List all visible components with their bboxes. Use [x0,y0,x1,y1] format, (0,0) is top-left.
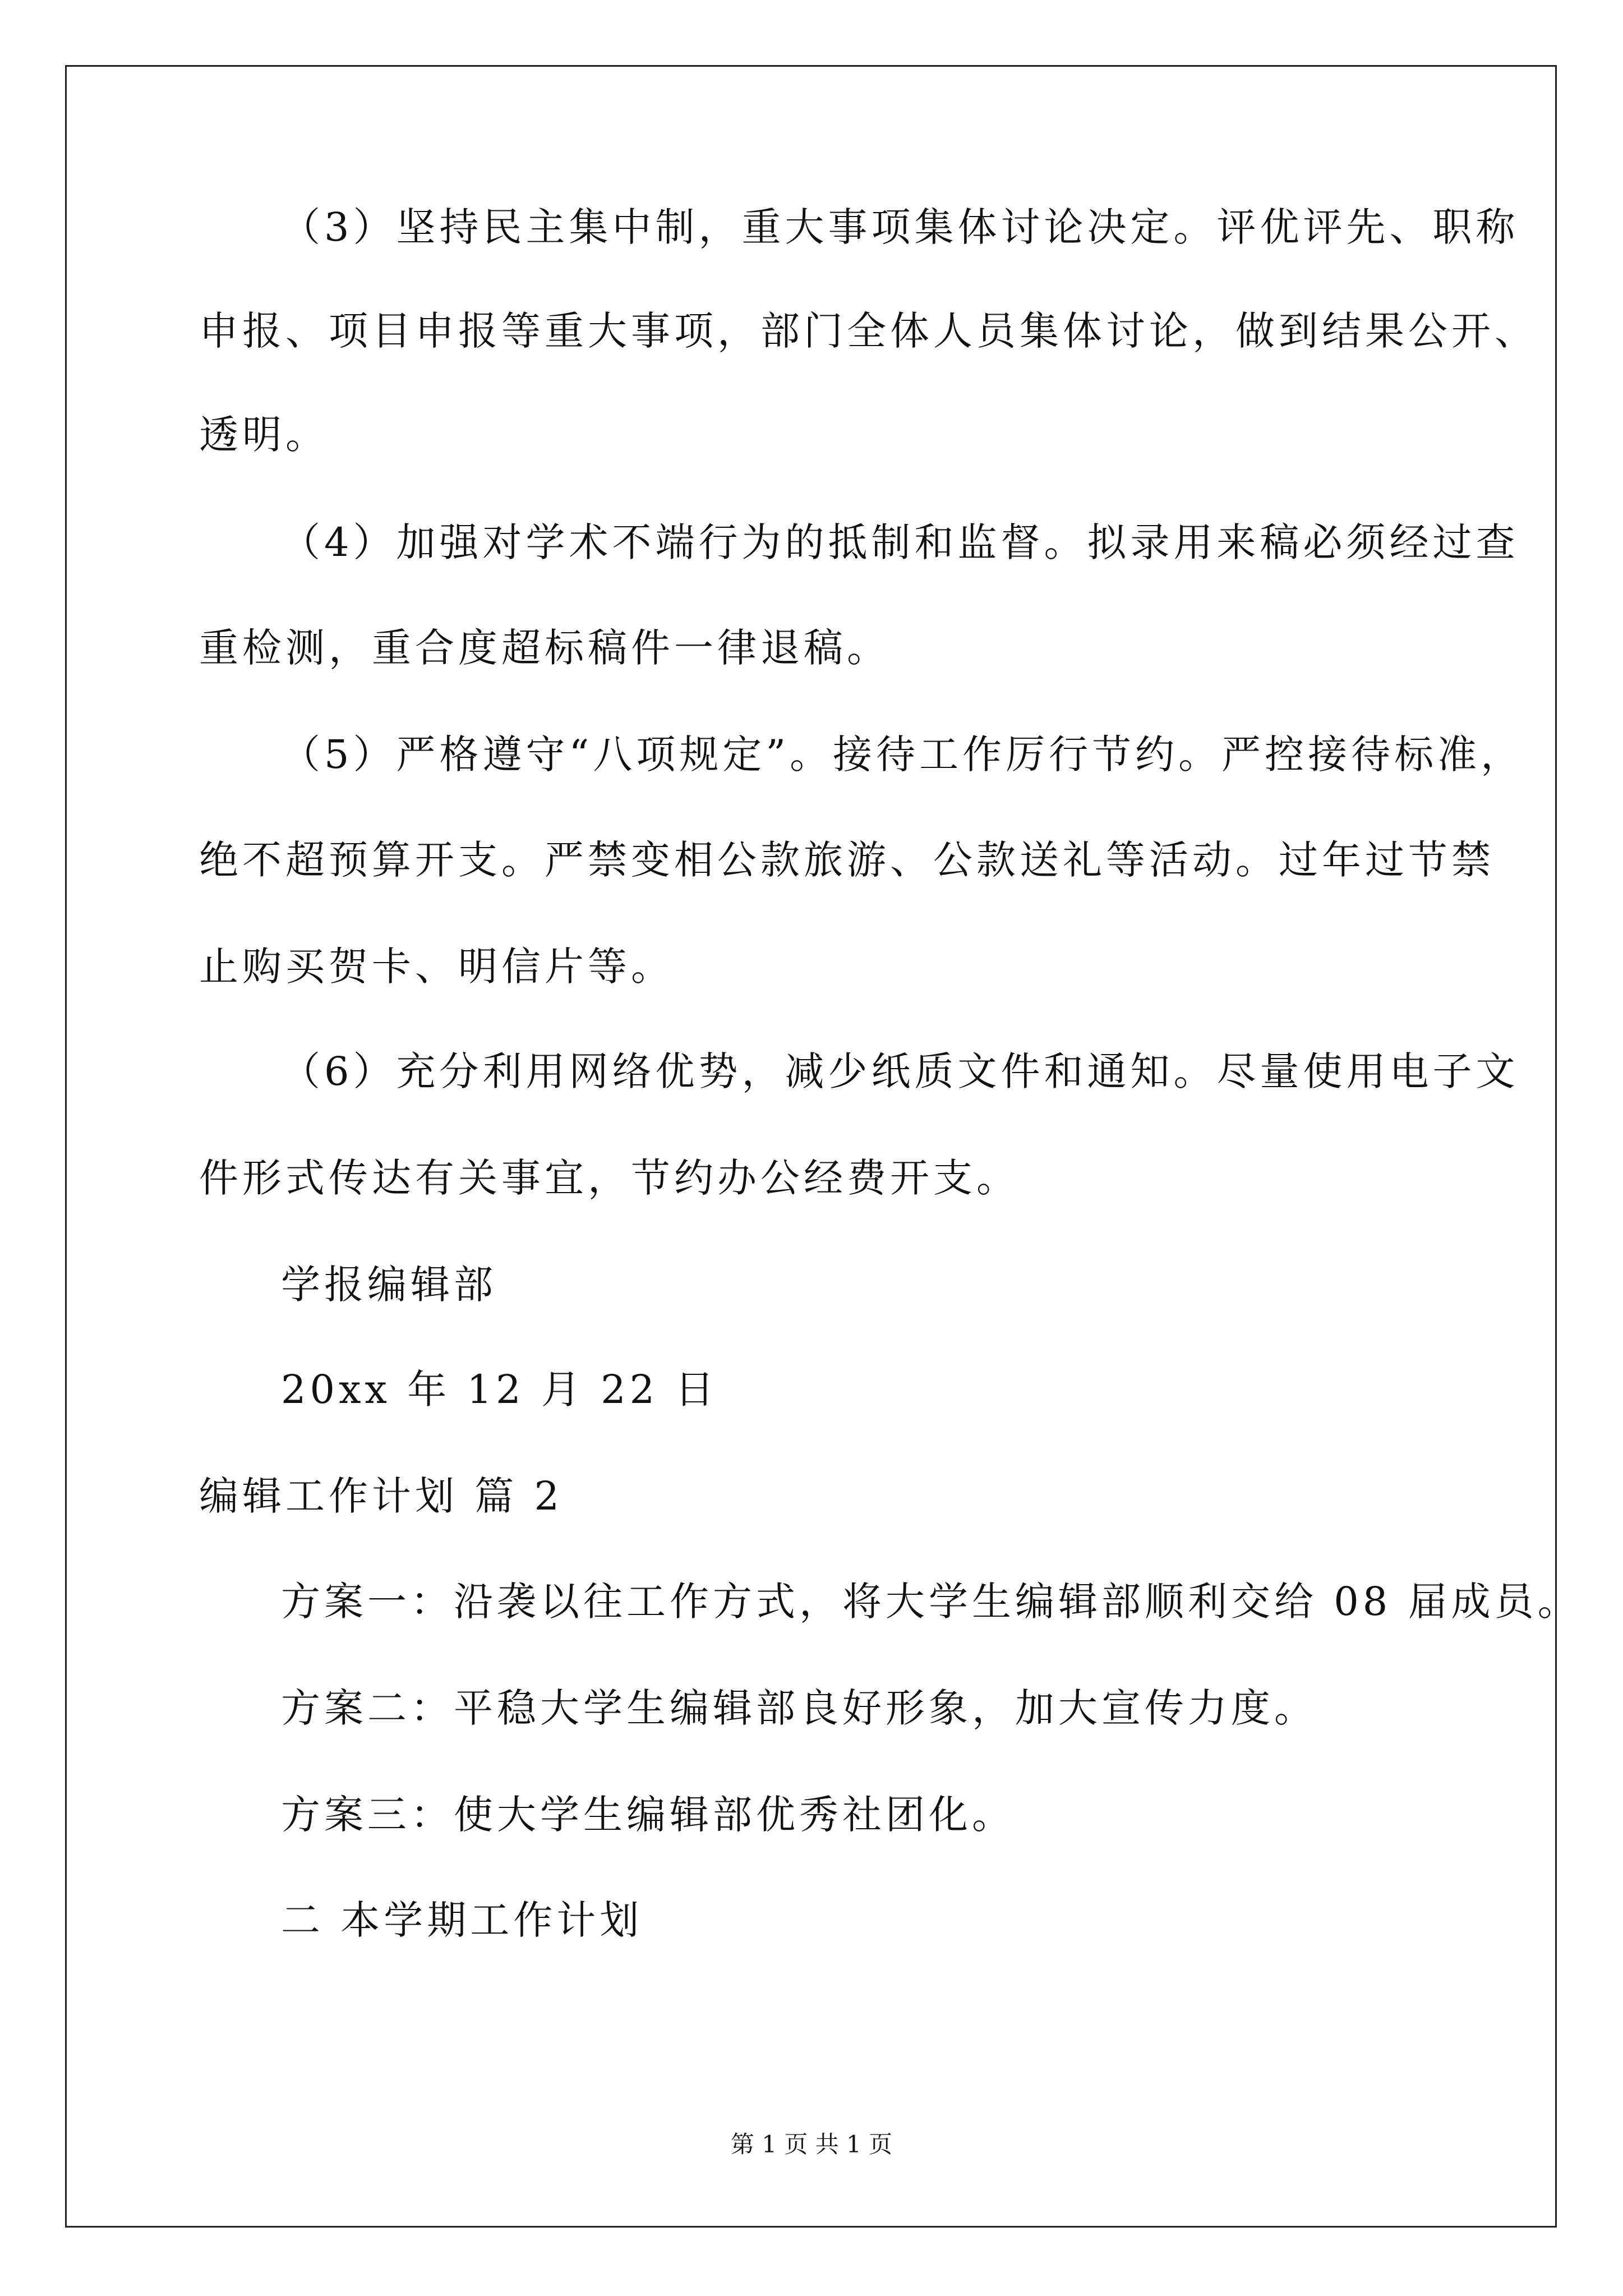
page-footer: 第 1 页 共 1 页 [730,2131,893,2158]
paragraph-line: （3）坚持民主集中制，重大事项集体讨论决定。评优评先、职称 [281,204,1519,250]
paragraph-line: 绝不超预算开支。严禁变相公款旅游、公款送礼等活动。过年过节禁 [199,837,1495,883]
plan-item: 方案三：使大学生编辑部优秀社团化。 [281,1792,1015,1838]
paragraph-line: 件形式传达有关事宜，节约办公经费开支。 [199,1155,1020,1201]
paragraph-line: 重检测，重合度超标稿件一律退稿。 [199,625,890,671]
paragraph-line: 止购买贺卡、明信片等。 [199,944,674,990]
paragraph-line: （5）严格遵守“八项规定”。接待工作厉行节约。严控接待标准， [281,731,1524,777]
plan-item: 方案二：平稳大学生编辑部良好形象，加大宣传力度。 [281,1685,1317,1731]
paragraph-line: 透明。 [199,412,329,458]
paragraph-line: 申报、项目申报等重大事项，部门全体人员集体讨论，做到结果公开、 [199,308,1538,354]
signature-dept: 学报编辑部 [281,1262,497,1308]
paragraph-line: （6）充分利用网络优势，减少纸质文件和通知。尽量使用电子文 [281,1048,1519,1094]
paragraph-line: （4）加强对学术不端行为的抵制和监督。拟录用来稿必须经过查 [281,519,1519,565]
subheading: 二 本学期工作计划 [281,1897,643,1943]
signature-date: 20xx 年 12 月 22 日 [281,1366,718,1412]
section-heading: 编辑工作计划 篇 2 [199,1473,564,1519]
plan-item: 方案一：沿袭以往工作方式，将大学生编辑部顺利交给 08 届成员。 [281,1579,1581,1625]
